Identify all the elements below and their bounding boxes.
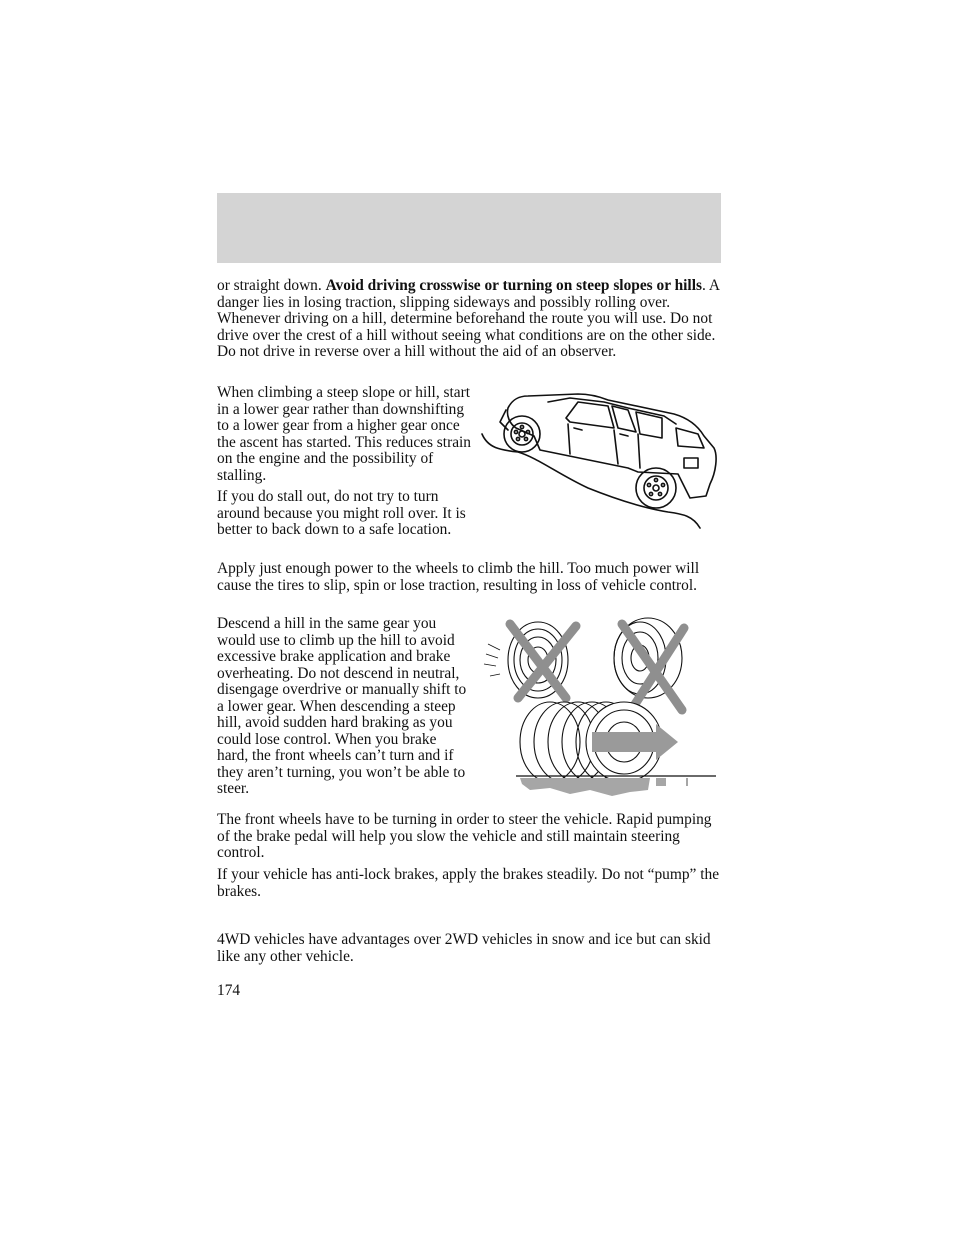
p1-text-pre: or straight down. bbox=[217, 277, 326, 294]
p1-text-post: . A danger lies in losing traction, slipping sideways and possibly rolling over. Whenever driving on a hill, determine beforehand the route you will use. Do not drive over the crest of a hill without seeing what conditions are on the other side. Do not drive in reverse over a hill without the aid of an observer. bbox=[217, 277, 720, 360]
page-number: 174 bbox=[217, 982, 241, 999]
paragraph-anti-lock: If your vehicle has anti-lock brakes, apply the brakes steadily. Do not “pump” the brakes. bbox=[217, 866, 720, 900]
paragraph-4wd: 4WD vehicles have advantages over 2WD vehicles in snow and ice but can skid like any other vehicle. bbox=[217, 931, 711, 965]
p1-warning-bold: Avoid driving crosswise or turning on steep slopes or hills bbox=[325, 277, 702, 294]
section-header-band bbox=[217, 193, 721, 263]
wheel-skid-illustration bbox=[480, 614, 720, 804]
paragraph-stall: If you do stall out, do not try to turn around because you might roll over. It is better to back down to a safe location. bbox=[217, 488, 466, 538]
paragraph-hill-crosswise bbox=[217, 278, 723, 361]
paragraph-front-wheels: The front wheels have to be turning in order to steer the vehicle. Rapid pumping of the brake pedal will help you slow the vehicle and still maintain steering control. bbox=[217, 811, 712, 861]
paragraph-apply-power: Apply just enough power to the wheels to climb the hill. Too much power will cause the tires to slip, spin or lose traction, resulting in loss of vehicle control. bbox=[217, 560, 700, 594]
ground-shadow bbox=[520, 778, 650, 796]
paragraph-climbing: When climbing a steep slope or hill, start in a lower gear rather than downshifting to a lower gear from a higher gear once the ascent has started. This reduces strain on the engine and the possibility of stalling. bbox=[217, 384, 472, 484]
paragraph-descend: Descend a hill in the same gear you would use to climb up the hill to avoid excessive brake application and brake overheating. Do not descend in neutral, disengage overdrive or manually shift to a lower gear. When descending a steep hill, avoid sudden hard braking as you could lose control. When you brake hard, the front wheels can’t turn and if they aren’t turning, you won’t be able to steer. bbox=[217, 615, 467, 797]
vehicle-on-hill-illustration bbox=[478, 388, 722, 533]
